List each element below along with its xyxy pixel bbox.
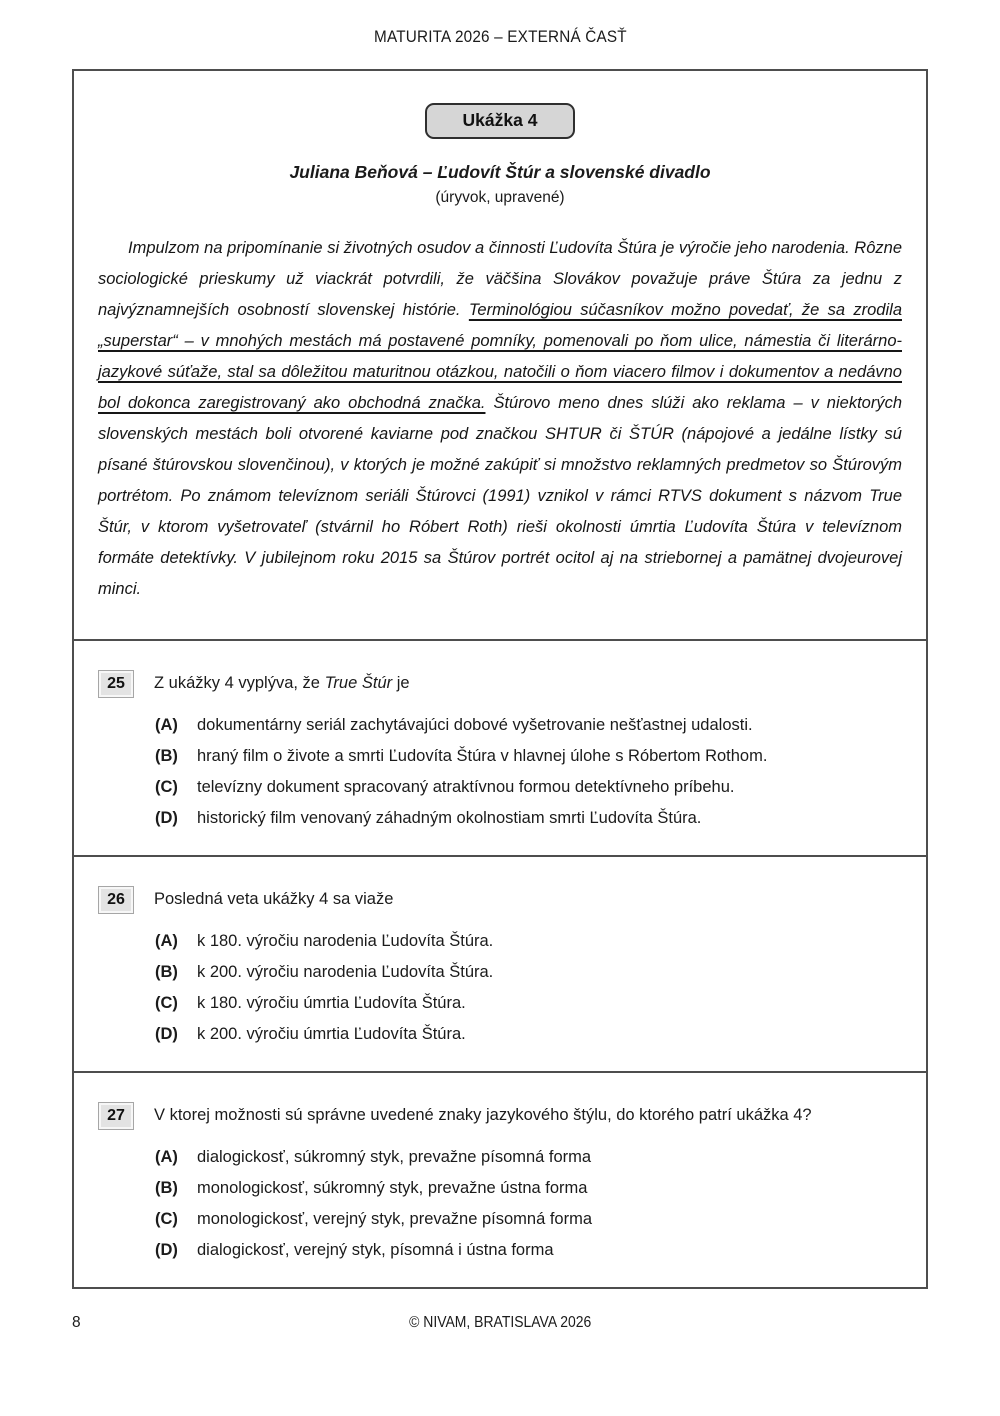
option-label: (A)	[155, 716, 178, 734]
excerpt-paragraph	[98, 233, 902, 605]
options-list	[155, 710, 902, 834]
stem-italic-text: True Štúr	[324, 674, 393, 692]
question-head	[98, 1100, 902, 1131]
option-label: (B)	[155, 747, 178, 765]
option-text: historický film venovaný záhadným okolnostiam smrti Ľudovíta Štúra.	[197, 809, 702, 827]
page-footer	[0, 1314, 1000, 1340]
option-row-a	[155, 1142, 902, 1173]
stem-text: Z ukážky 4 vyplýva, že	[154, 674, 325, 692]
page-header-title: MATURITA 2026 – EXTERNÁ ČASŤ	[373, 27, 627, 46]
options-list	[155, 1142, 902, 1266]
option-row-d	[155, 803, 902, 834]
paragraph-part2: Štúrovo meno dnes slúži ako reklama – v niektorých slovenských mestách boli otvorené kaviarne pod značkou SHTUR či ŠTÚR (nápojové a jedálne lístky sú písané štúrovskou slovenčinou), v ktorých je možné zakúpiť si množstvo reklamných predmetov so Štúrovým portrétom. Po známom televíznom seriáli Štúrovci (1991) vznikol v rámci RTVS dokument s názvom True Štúr, v ktorom vyšetrovateľ (stvárnil ho Róbert Roth) rieši okolnosti úmrtia Ľudovíta Štúra v televíznom formáte detektívky. V jubilejnom roku 2015 sa Štúrov portrét ocitol aj na striebornej a pamätnej dvojeurovej minci.	[98, 394, 902, 598]
option-row-c	[155, 772, 902, 803]
question-number-badge: 25	[98, 670, 134, 698]
options-list	[155, 926, 902, 1050]
option-label: (D)	[155, 1025, 178, 1043]
option-label: (A)	[155, 932, 178, 950]
excerpt-section	[74, 103, 926, 639]
excerpt-box	[72, 69, 928, 1289]
stem-text: V ktorej možnosti sú správne uvedené znaky jazykového štýlu, do ktorého patrí ukážka 4?	[154, 1106, 812, 1124]
option-row-b	[155, 957, 902, 988]
option-label: (D)	[155, 809, 178, 827]
paragraph-underlined: Terminológiou súčasníkov možno povedať, že sa zrodila „superstar“ – v mnohých mestách má postavené pomníky, pomenovali po ňom ulice, námestia či literárno-jazykové súťaže, stal sa dôležitou maturitnou otázkou, natočili o ňom viacero filmov i dokumentov a nedávno bol dokonca zaregistrovaný ako obchodná značka.	[98, 301, 902, 412]
option-text: k 200. výročiu úmrtia Ľudovíta Štúra.	[197, 1025, 466, 1043]
option-label: (C)	[155, 994, 178, 1012]
stem-text-suffix: je	[392, 674, 410, 692]
option-label: (C)	[155, 1210, 178, 1228]
question-number-badge: 27	[98, 1102, 134, 1130]
question-block-27	[74, 1071, 926, 1287]
option-text: k 200. výročiu narodenia Ľudovíta Štúra.	[197, 963, 494, 981]
footer-page-number: 8	[72, 1314, 81, 1331]
question-stem	[154, 1100, 812, 1131]
option-row-a	[155, 710, 902, 741]
question-stem	[154, 668, 410, 699]
option-row-b	[155, 741, 902, 772]
question-head	[98, 668, 902, 699]
option-row-d	[155, 1019, 902, 1050]
option-row-b	[155, 1173, 902, 1204]
option-text: televízny dokument spracovaný atraktívnou formou detektívneho príbehu.	[197, 778, 735, 796]
excerpt-badge-wrap	[98, 103, 902, 139]
option-label: (B)	[155, 963, 178, 981]
question-number-badge: 26	[98, 886, 134, 914]
option-text: dialogickosť, verejný styk, písomná i ústna forma	[197, 1241, 554, 1259]
option-label: (A)	[155, 1148, 178, 1166]
option-text: k 180. výročiu narodenia Ľudovíta Štúra.	[197, 932, 494, 950]
option-text: hraný film o živote a smrti Ľudovíta Štúra v hlavnej úlohe s Róbertom Rothom.	[197, 747, 768, 765]
question-block-26	[74, 855, 926, 1071]
excerpt-subtitle: (úryvok, upravené)	[435, 189, 565, 206]
footer-copyright: © NIVAM, BRATISLAVA 2026	[408, 1314, 592, 1331]
paragraph-part1: Impulzom na pripomínanie si životných osudov a činnosti Ľudovíta Štúra je výročie jeho narodenia. Rôzne sociologické prieskumy už viackrát potvrdili, že väčšina Slovákov považuje práve Štúra za jednu z najvýznamnejších osobností slovenskej histórie.	[98, 239, 902, 319]
stem-text: Posledná veta ukážky 4 sa viaže	[154, 890, 394, 908]
option-row-c	[155, 988, 902, 1019]
option-text: monologickosť, súkromný styk, prevažne ústna forma	[197, 1179, 588, 1197]
option-label: (D)	[155, 1241, 178, 1259]
option-label: (C)	[155, 778, 178, 796]
excerpt-title: Juliana Beňová – Ľudovít Štúr a slovenské divadlo	[289, 162, 711, 182]
option-row-a	[155, 926, 902, 957]
footer-copyright-wrap	[0, 1314, 1000, 1332]
option-label: (B)	[155, 1179, 178, 1197]
option-row-d	[155, 1235, 902, 1266]
option-text: dokumentárny seriál zachytávajúci dobové vyšetrovanie nešťastnej udalosti.	[197, 716, 753, 734]
question-stem	[154, 884, 393, 915]
question-head	[98, 884, 902, 915]
option-row-c	[155, 1204, 902, 1235]
page-header	[0, 0, 1000, 47]
option-text: monologickosť, verejný styk, prevažne písomná forma	[197, 1210, 593, 1228]
option-text: dialogickosť, súkromný styk, prevažne písomná forma	[197, 1148, 592, 1166]
excerpt-badge: Ukážka 4	[425, 103, 576, 139]
question-block-25	[74, 639, 926, 855]
option-text: k 180. výročiu úmrtia Ľudovíta Štúra.	[197, 994, 466, 1012]
